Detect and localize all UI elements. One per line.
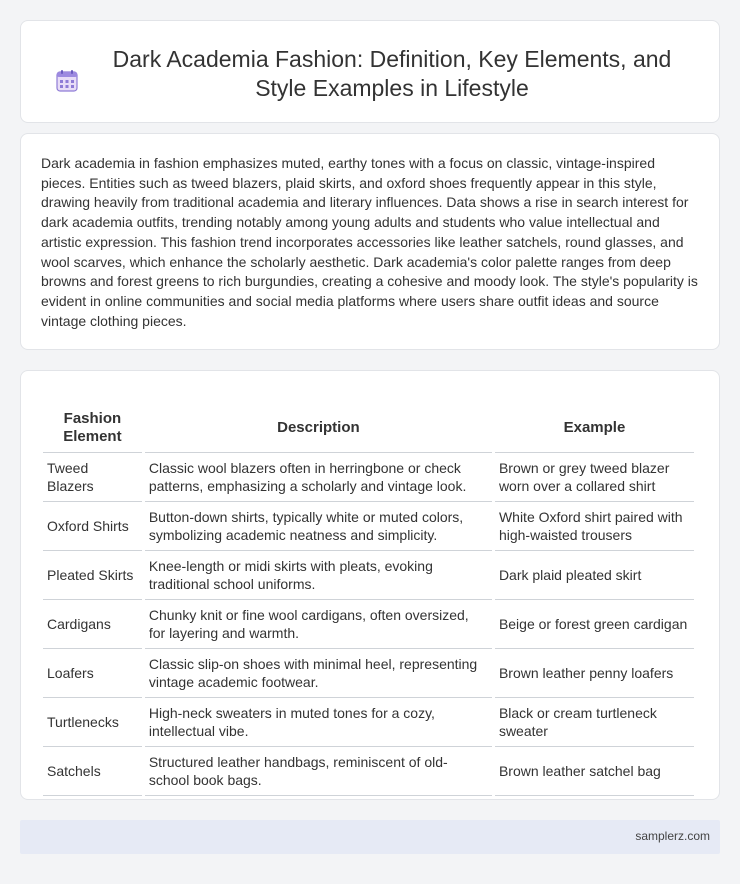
cell-example: Beige or forest green cardigan bbox=[495, 600, 694, 649]
cell-element: Cardigans bbox=[43, 600, 142, 649]
cell-example: Brown leather penny loafers bbox=[495, 649, 694, 698]
cell-element: Loafers bbox=[43, 649, 142, 698]
cell-element: Tweed Blazers bbox=[43, 453, 142, 502]
table-row bbox=[43, 698, 694, 747]
table-header-row bbox=[43, 391, 694, 453]
header-description: Description bbox=[145, 391, 492, 453]
table-row bbox=[43, 502, 694, 551]
header-example: Example bbox=[495, 391, 694, 453]
title-row bbox=[21, 21, 719, 103]
cell-example: Black or cream turtleneck sweater bbox=[495, 698, 694, 747]
table-row bbox=[43, 453, 694, 502]
table-row bbox=[43, 649, 694, 698]
calendar-icon bbox=[55, 69, 79, 93]
cell-description: Classic wool blazers often in herringbone or check patterns, emphasizing a scholarly and vintage look. bbox=[145, 453, 492, 502]
intro-card bbox=[20, 133, 720, 350]
table-row bbox=[43, 600, 694, 649]
cell-element: Pleated Skirts bbox=[43, 551, 142, 600]
cell-description: Classic slip-on shoes with minimal heel, representing vintage academic footwear. bbox=[145, 649, 492, 698]
table-card bbox=[20, 370, 720, 800]
table-row bbox=[43, 747, 694, 796]
table-row bbox=[43, 551, 694, 600]
cell-element: Oxford Shirts bbox=[43, 502, 142, 551]
cell-description: High-neck sweaters in muted tones for a cozy, intellectual vibe. bbox=[145, 698, 492, 747]
cell-description: Structured leather handbags, reminiscent of old-school book bags. bbox=[145, 747, 492, 796]
cell-element: Satchels bbox=[43, 747, 142, 796]
cell-example: Brown leather satchel bag bbox=[495, 747, 694, 796]
fashion-elements-table bbox=[40, 391, 697, 796]
intro-paragraph: Dark academia in fashion emphasizes muted, earthy tones with a focus on classic, vintage-inspired pieces. Entities such as tweed blazers, plaid skirts, and oxford shoes frequently appear in this style, drawing heavily from traditional academia and literary influences. Data shows a rise in search interest for dark academia outfits, trending notably among young adults and students who value intellectual and artistic expression. This fashion trend incorporates accessories like leather satchels, round glasses, and wool scarves, which enhance the scholarly aesthetic. Dark academia's color palette ranges from deep browns and forest greens to rich burgundies, creating a cohesive and moody look. The style's popularity is evident in online communities and social media platforms where users share outfit ideas and source vintage clothing pieces. bbox=[41, 155, 698, 329]
footer-bar bbox=[20, 820, 720, 854]
title-card bbox=[20, 20, 720, 123]
cell-description: Chunky knit or fine wool cardigans, often oversized, for layering and warmth. bbox=[145, 600, 492, 649]
cell-description: Button-down shirts, typically white or muted colors, symbolizing academic neatness and simplicity. bbox=[145, 502, 492, 551]
cell-example: Brown or grey tweed blazer worn over a collared shirt bbox=[495, 453, 694, 502]
header-fashion-element: Fashion Element bbox=[43, 391, 142, 453]
cell-description: Knee-length or midi skirts with pleats, evoking traditional school uniforms. bbox=[145, 551, 492, 600]
footer-site-link[interactable]: samplerz.com bbox=[635, 829, 710, 843]
cell-example: White Oxford shirt paired with high-waisted trousers bbox=[495, 502, 694, 551]
page-title: Dark Academia Fashion: Definition, Key Elements, and Style Examples in Lifestyle bbox=[112, 46, 672, 101]
cell-example: Dark plaid pleated skirt bbox=[495, 551, 694, 600]
cell-element: Turtlenecks bbox=[43, 698, 142, 747]
